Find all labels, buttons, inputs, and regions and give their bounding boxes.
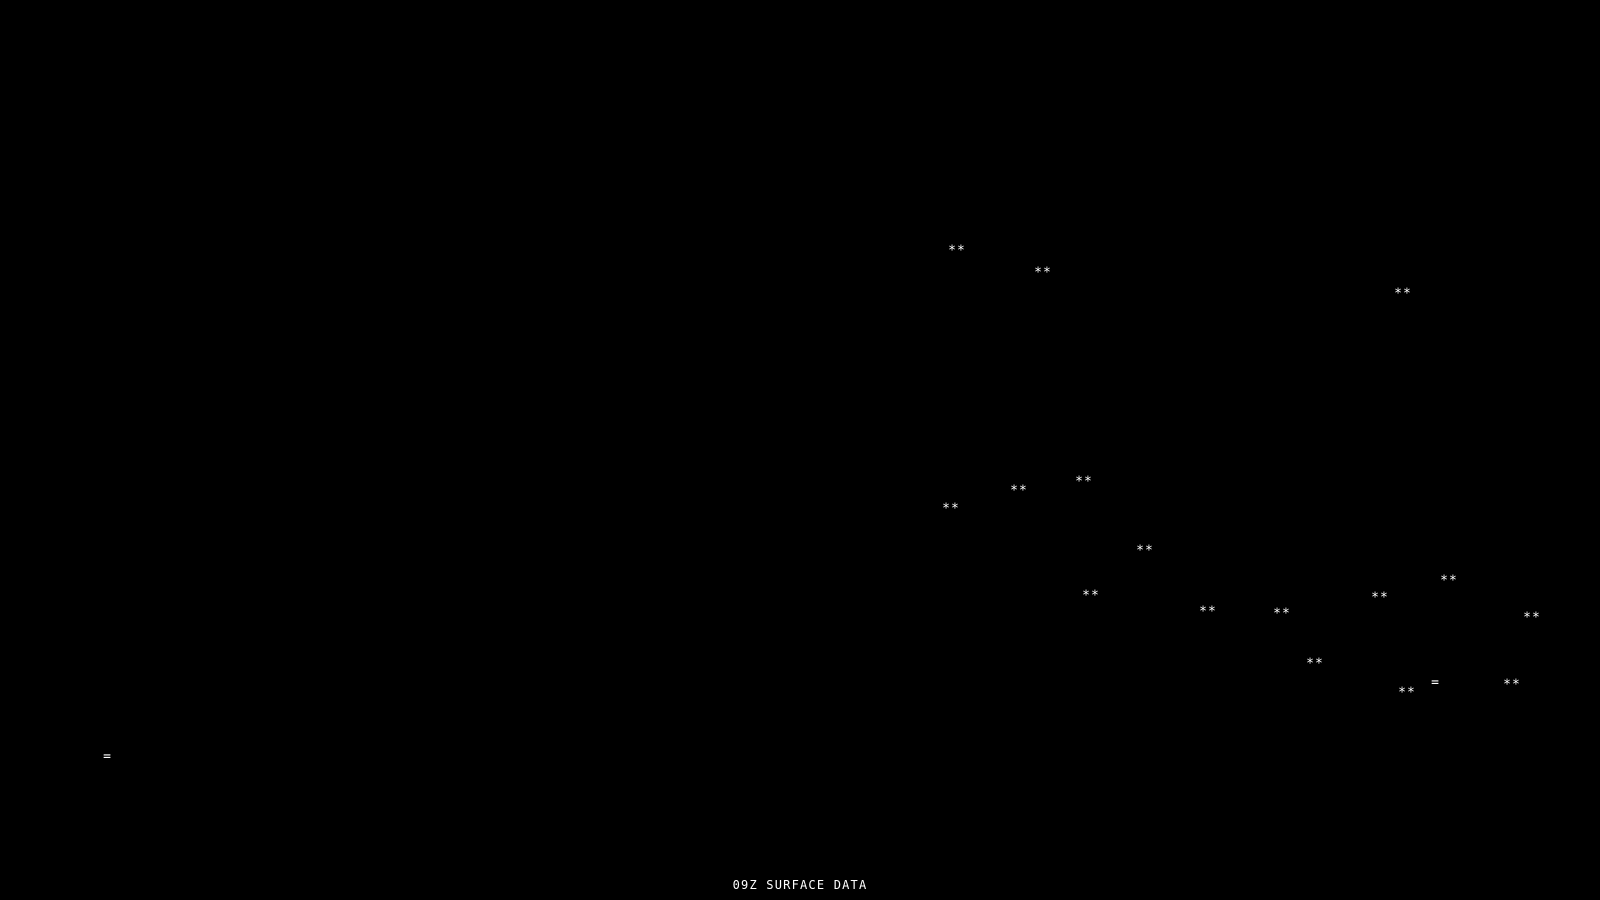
- station-marker: **: [1523, 610, 1541, 626]
- station-marker: **: [1136, 543, 1154, 559]
- station-marker: **: [1034, 265, 1052, 281]
- station-marker: =: [103, 749, 111, 765]
- station-marker: **: [1440, 573, 1458, 589]
- station-marker: **: [1273, 606, 1291, 622]
- station-marker: **: [1394, 286, 1412, 302]
- station-marker: **: [1398, 685, 1416, 701]
- station-marker: **: [1306, 656, 1324, 672]
- station-marker: =: [1431, 675, 1439, 691]
- station-marker: **: [948, 243, 966, 259]
- map-caption: 09Z SURFACE DATA: [732, 878, 868, 892]
- station-marker: **: [1371, 590, 1389, 606]
- station-marker: **: [1199, 604, 1217, 620]
- station-marker: **: [1082, 588, 1100, 604]
- station-marker: **: [1503, 677, 1521, 693]
- station-marker: **: [1010, 483, 1028, 499]
- station-marker: **: [1075, 474, 1093, 490]
- station-marker: **: [942, 501, 960, 517]
